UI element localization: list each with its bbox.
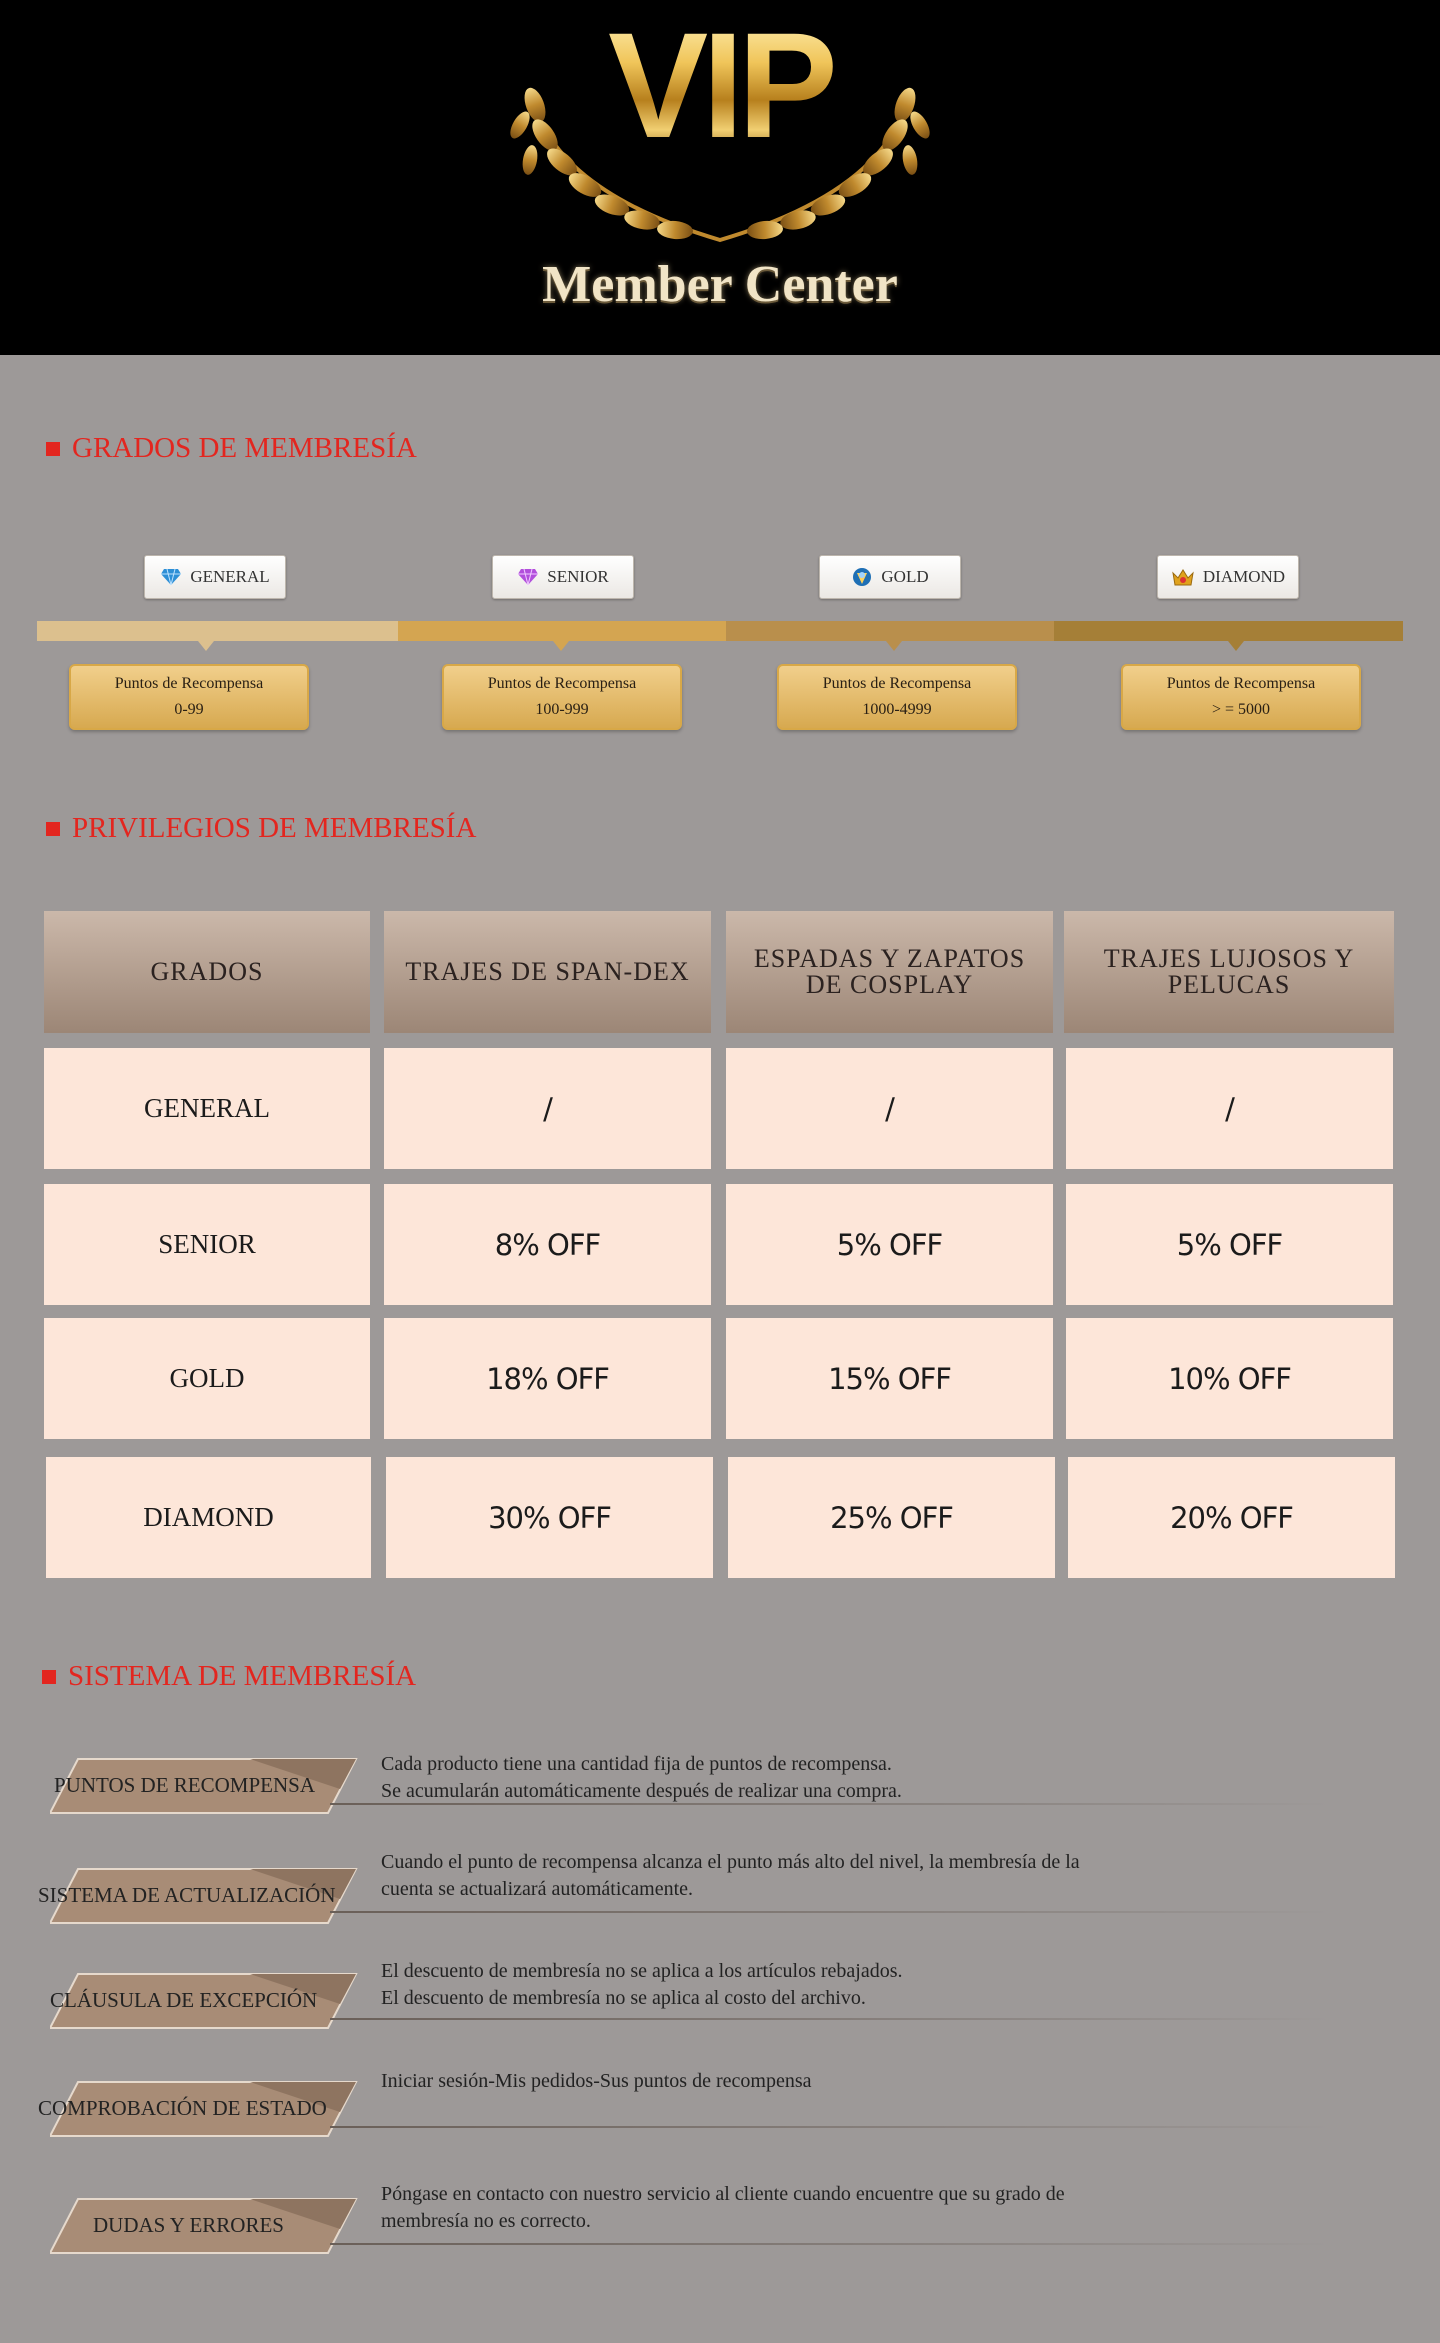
system-item-text [381,2181,1065,2235]
red-square-bullet [46,822,60,836]
header-banner [0,0,1440,355]
grade-bar-diamond [1054,621,1403,641]
grade-bar-senior [398,621,726,641]
points-range: > = 5000 [1211,701,1271,718]
table-cell-discount: 15% OFF [726,1318,1053,1439]
divider-line [330,2018,1330,2020]
member-center-title: Member Center [542,256,898,313]
table-cell-grade: GOLD [44,1318,370,1439]
system-item-text [381,1751,902,1805]
grades-section-title [46,432,417,465]
table-cell-discount: 5% OFF [1066,1184,1393,1305]
system-item-label: SISTEMA DE ACTUALIZACIÓN [38,1883,336,1907]
table-header-cell: TRAJES DE SPAN-DEX [384,911,711,1033]
system-text-line: Cuando el punto de recompensa alcanza el punto más alto del nivel, la membresía de la [381,1851,1080,1873]
table-cell-discount: / [384,1048,711,1169]
red-square-bullet [46,442,60,456]
system-item-text [381,1958,902,2012]
points-box-general [69,664,309,730]
divider-line [330,1803,1330,1805]
system-text-line: Cada producto tiene una cantidad fija de puntos de recompensa. [381,1753,892,1775]
grade-badge-label: GOLD [881,567,929,586]
table-header-cell: TRAJES LUJOSOS Y PELUCAS [1064,911,1394,1033]
table-cell-discount: 5% OFF [726,1184,1053,1305]
system-item-label: COMPROBACIÓN DE ESTADO [38,2096,327,2120]
table-cell-grade: SENIOR [44,1184,370,1305]
grade-badge-label: DIAMOND [1202,567,1286,586]
purple-diamond-icon [517,568,539,586]
grade-bar-gold [726,621,1054,641]
system-item-text [381,1849,1080,1903]
grades-title-text: GRADOS DE MEMBRESÍA [72,432,417,464]
system-item-label: CLÁUSULA DE EXCEPCIÓN [50,1988,318,2012]
pointer-arrow [553,641,569,651]
grade-badge-senior [492,555,634,599]
divider-line [330,2243,1330,2245]
points-label: Puntos de Recompensa [1166,675,1316,692]
system-text-line: Póngase en contacto con nuestro servicio al cliente cuando encuentre que su grado de [381,2183,1065,2205]
system-item-text [381,2068,811,2095]
points-range: 1000-4999 [862,701,932,718]
system-text-line: cuenta se actualizará automáticamente. [381,1878,694,1900]
points-range: 100-999 [535,701,589,718]
vip-logo [510,1,930,250]
table-cell-discount: 18% OFF [384,1318,711,1439]
points-label: Puntos de Recompensa [822,675,972,692]
gold-crown-icon [1171,567,1195,587]
system-text-line: El descuento de membresía no se aplica al costo del archivo. [381,1987,866,2009]
points-box-diamond [1121,664,1361,730]
system-item-reward-points [0,1745,1440,1835]
system-text-line: Iniciar sesión-Mis pedidos-Sus puntos de recompensa [381,2070,812,2092]
system-title-text: SISTEMA DE MEMBRESÍA [68,1660,417,1692]
system-text-line: Se acumularán automáticamente después de realizar una compra. [381,1780,902,1802]
privileges-title-text: PRIVILEGIOS DE MEMBRESÍA [72,812,477,844]
table-cell-discount: 8% OFF [384,1184,711,1305]
system-text-line: El descuento de membresía no se aplica a los artículos rebajados. [381,1960,903,1982]
system-item-upgrade-system [0,1853,1440,1943]
table-cell-grade: GENERAL [44,1048,370,1169]
system-item-label: PUNTOS DE RECOMPENSA [54,1773,315,1797]
divider-line [330,1911,1330,1913]
privileges-section-title [46,812,476,845]
system-section-title [42,1660,416,1693]
grade-badge-label: SENIOR [547,567,609,586]
red-square-bullet [42,1670,56,1684]
blue-diamond-icon [160,568,182,586]
grade-badge-diamond [1157,555,1299,599]
pointer-arrow [886,641,902,651]
points-box-gold [777,664,1017,730]
grade-badge-general [144,555,286,599]
system-item-exception-clause [0,1960,1440,2050]
laurel-wreath-icon [510,70,930,250]
table-cell-discount: 25% OFF [728,1457,1055,1578]
divider-line [330,2126,1330,2128]
system-text-line: membresía no es correcto. [381,2210,591,2232]
table-cell-discount: 10% OFF [1066,1318,1393,1439]
points-label: Puntos de Recompensa [487,675,637,692]
grade-bar-general [37,621,398,641]
table-cell-grade: DIAMOND [46,1457,371,1578]
points-range: 0-99 [174,701,204,718]
table-header-cell: ESPADAS Y ZAPATOS DE COSPLAY [726,911,1053,1033]
system-item-label: DUDAS Y ERRORES [93,2213,284,2237]
table-cell-discount: / [1066,1048,1393,1169]
table-cell-discount: / [726,1048,1053,1169]
points-label: Puntos de Recompensa [114,675,264,692]
grade-badge-label: GENERAL [190,567,270,586]
pointer-arrow [1228,641,1244,651]
table-header-cell: GRADOS [44,911,370,1033]
pointer-arrow [198,641,214,651]
table-cell-discount: 20% OFF [1068,1457,1395,1578]
blue-gem-icon [851,566,873,588]
vip-logo-text: VIP [510,10,930,160]
table-cell-discount: 30% OFF [386,1457,713,1578]
system-item-status-check [0,2068,1440,2158]
points-box-senior [442,664,682,730]
system-item-doubts-errors [0,2185,1440,2275]
grade-badge-gold [819,555,961,599]
